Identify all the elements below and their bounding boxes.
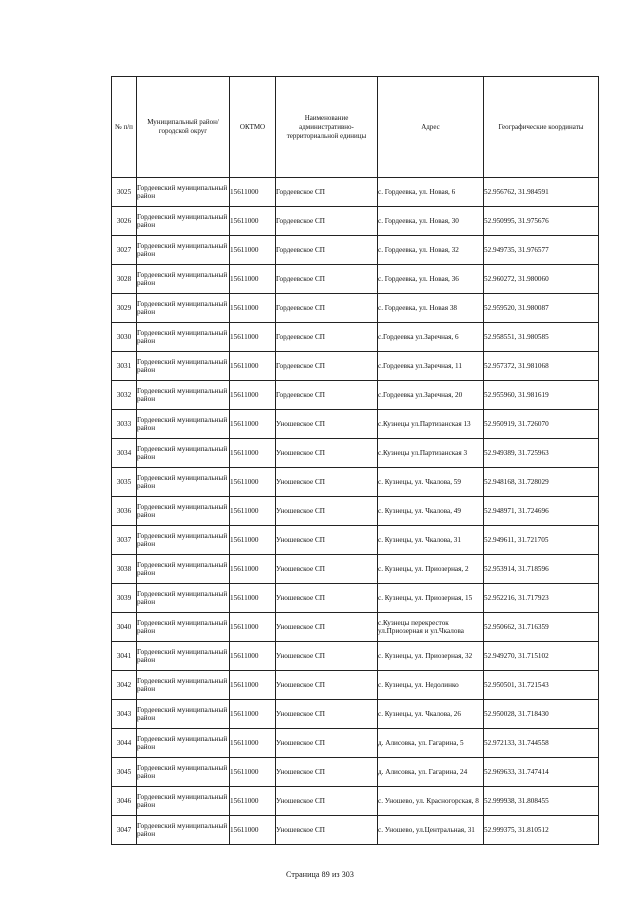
cell-coords: 52.950028, 31.718430 [484, 700, 599, 729]
cell-no: 3026 [112, 207, 137, 236]
cell-address: с. Уношево, ул.Центральная, 31 [378, 816, 484, 845]
cell-oktmo: 15611000 [230, 642, 276, 671]
table-row [112, 323, 599, 352]
cell-district: Гордеевский муниципальный район [137, 265, 230, 294]
table-row [112, 468, 599, 497]
header-unit: Наименование административно-территориальной единицы [276, 77, 378, 178]
table-row [112, 758, 599, 787]
cell-oktmo: 15611000 [230, 178, 276, 207]
cell-oktmo: 15611000 [230, 555, 276, 584]
cell-district: Гордеевский муниципальный район [137, 410, 230, 439]
cell-unit: Уношевское СП [276, 729, 378, 758]
cell-district: Гордеевский муниципальный район [137, 178, 230, 207]
cell-unit: Уношевское СП [276, 642, 378, 671]
cell-coords: 52.999375, 31.810512 [484, 816, 599, 845]
cell-coords: 52.948168, 31.728029 [484, 468, 599, 497]
cell-no: 3038 [112, 555, 137, 584]
cell-address: с.Гордеевка ул.Заречная, 20 [378, 381, 484, 410]
cell-no: 3028 [112, 265, 137, 294]
cell-address: с. Уношево, ул. Красногорская, 8 [378, 787, 484, 816]
cell-unit: Уношевское СП [276, 584, 378, 613]
table-row [112, 178, 599, 207]
cell-unit: Гордеевское СП [276, 352, 378, 381]
cell-coords: 52.950919, 31.726070 [484, 410, 599, 439]
cell-district: Гордеевский муниципальный район [137, 787, 230, 816]
cell-unit: Гордеевское СП [276, 178, 378, 207]
cell-district: Гордеевский муниципальный район [137, 381, 230, 410]
cell-oktmo: 15611000 [230, 381, 276, 410]
cell-no: 3042 [112, 671, 137, 700]
cell-oktmo: 15611000 [230, 729, 276, 758]
cell-unit: Уношевское СП [276, 613, 378, 642]
table-row [112, 294, 599, 323]
cell-unit: Уношевское СП [276, 787, 378, 816]
cell-no: 3035 [112, 468, 137, 497]
cell-address: с.Гордеевка ул.Заречная, 6 [378, 323, 484, 352]
cell-address: с.Кузнецы ул.Партизанская 13 [378, 410, 484, 439]
cell-no: 3030 [112, 323, 137, 352]
cell-coords: 52.972133, 31.744558 [484, 729, 599, 758]
cell-no: 3046 [112, 787, 137, 816]
cell-district: Гордеевский муниципальный район [137, 294, 230, 323]
cell-address: с.Кузнецы перекресток ул.Приозерная и ул.Чкалова [378, 613, 484, 642]
cell-address: с. Гордеевка, ул. Новая, 30 [378, 207, 484, 236]
cell-oktmo: 15611000 [230, 294, 276, 323]
cell-coords: 52.956762, 31.984591 [484, 178, 599, 207]
cell-oktmo: 15611000 [230, 584, 276, 613]
table-row [112, 584, 599, 613]
cell-coords: 52.999938, 31.808455 [484, 787, 599, 816]
cell-unit: Уношевское СП [276, 497, 378, 526]
table-row [112, 613, 599, 642]
cell-no: 3047 [112, 816, 137, 845]
table-row [112, 381, 599, 410]
cell-unit: Уношевское СП [276, 758, 378, 787]
cell-unit: Уношевское СП [276, 439, 378, 468]
cell-district: Гордеевский муниципальный район [137, 729, 230, 758]
cell-address: с. Кузнецы, ул. Приозерная, 15 [378, 584, 484, 613]
cell-coords: 52.948971, 31.724696 [484, 497, 599, 526]
cell-unit: Гордеевское СП [276, 207, 378, 236]
cell-coords: 52.953914, 31.718596 [484, 555, 599, 584]
cell-district: Гордеевский муниципальный район [137, 613, 230, 642]
cell-oktmo: 15611000 [230, 816, 276, 845]
cell-no: 3032 [112, 381, 137, 410]
cell-address: с.Гордеевка ул.Заречная, 11 [378, 352, 484, 381]
cell-district: Гордеевский муниципальный район [137, 700, 230, 729]
cell-address: с. Гордеевка, ул. Новая, 32 [378, 236, 484, 265]
cell-oktmo: 15611000 [230, 758, 276, 787]
cell-oktmo: 15611000 [230, 787, 276, 816]
cell-no: 3033 [112, 410, 137, 439]
table-row [112, 207, 599, 236]
cell-coords: 52.960272, 31.980060 [484, 265, 599, 294]
cell-unit: Уношевское СП [276, 410, 378, 439]
cell-coords: 52.949611, 31.721705 [484, 526, 599, 555]
cell-unit: Уношевское СП [276, 816, 378, 845]
table-row [112, 671, 599, 700]
cell-district: Гордеевский муниципальный район [137, 468, 230, 497]
cell-oktmo: 15611000 [230, 410, 276, 439]
cell-oktmo: 15611000 [230, 207, 276, 236]
cell-no: 3027 [112, 236, 137, 265]
table-row [112, 526, 599, 555]
cell-unit: Гордеевское СП [276, 294, 378, 323]
cell-coords: 52.952216, 31.717923 [484, 584, 599, 613]
cell-address: с. Кузнецы, ул. Недолинко [378, 671, 484, 700]
cell-no: 3025 [112, 178, 137, 207]
table-row [112, 642, 599, 671]
cell-no: 3043 [112, 700, 137, 729]
cell-no: 3041 [112, 642, 137, 671]
cell-unit: Уношевское СП [276, 700, 378, 729]
cell-coords: 52.957372, 31.981068 [484, 352, 599, 381]
cell-address: с.Кузнецы ул.Партизанская 3 [378, 439, 484, 468]
table-row [112, 555, 599, 584]
table-row [112, 410, 599, 439]
table-row [112, 352, 599, 381]
cell-address: д. Алисовка, ул. Гагарина, 5 [378, 729, 484, 758]
header-address: Адрес [378, 77, 484, 178]
cell-oktmo: 15611000 [230, 352, 276, 381]
cell-oktmo: 15611000 [230, 497, 276, 526]
cell-unit: Уношевское СП [276, 671, 378, 700]
cell-oktmo: 15611000 [230, 700, 276, 729]
cell-unit: Гордеевское СП [276, 265, 378, 294]
cell-unit: Уношевское СП [276, 468, 378, 497]
cell-district: Гордеевский муниципальный район [137, 758, 230, 787]
header-district: Муниципальный район/городской округ [137, 77, 230, 178]
cell-address: с. Кузнецы, ул. Чкалова, 26 [378, 700, 484, 729]
cell-address: с. Гордеевка, ул. Новая, 36 [378, 265, 484, 294]
cell-coords: 52.950662, 31.716359 [484, 613, 599, 642]
cell-oktmo: 15611000 [230, 439, 276, 468]
cell-district: Гордеевский муниципальный район [137, 642, 230, 671]
table-row [112, 236, 599, 265]
cell-coords: 52.949389, 31.725963 [484, 439, 599, 468]
cell-district: Гордеевский муниципальный район [137, 207, 230, 236]
cell-oktmo: 15611000 [230, 323, 276, 352]
cell-coords: 52.949270, 31.715102 [484, 642, 599, 671]
cell-no: 3039 [112, 584, 137, 613]
cell-no: 3034 [112, 439, 137, 468]
cell-district: Гордеевский муниципальный район [137, 555, 230, 584]
table-row [112, 700, 599, 729]
cell-unit: Гордеевское СП [276, 381, 378, 410]
cell-district: Гордеевский муниципальный район [137, 323, 230, 352]
cell-oktmo: 15611000 [230, 613, 276, 642]
cell-unit: Уношевское СП [276, 555, 378, 584]
registry-table [111, 76, 599, 845]
cell-oktmo: 15611000 [230, 236, 276, 265]
cell-district: Гордеевский муниципальный район [137, 439, 230, 468]
table-row [112, 787, 599, 816]
cell-coords: 52.950501, 31.721543 [484, 671, 599, 700]
cell-district: Гордеевский муниципальный район [137, 526, 230, 555]
cell-district: Гордеевский муниципальный район [137, 816, 230, 845]
cell-coords: 52.969633, 31.747414 [484, 758, 599, 787]
cell-no: 3044 [112, 729, 137, 758]
cell-oktmo: 15611000 [230, 526, 276, 555]
cell-no: 3031 [112, 352, 137, 381]
cell-unit: Гордеевское СП [276, 236, 378, 265]
header-row [112, 77, 599, 178]
cell-no: 3036 [112, 497, 137, 526]
cell-address: с. Кузнецы, ул. Чкалова, 59 [378, 468, 484, 497]
header-oktmo: ОКТМО [230, 77, 276, 178]
header-no: № п/п [112, 77, 137, 178]
cell-coords: 52.955960, 31.981619 [484, 381, 599, 410]
cell-no: 3029 [112, 294, 137, 323]
table-row [112, 816, 599, 845]
table-row [112, 729, 599, 758]
table-row [112, 439, 599, 468]
cell-oktmo: 15611000 [230, 671, 276, 700]
header-coords: Географические координаты [484, 77, 599, 178]
page-number: Страница 89 из 303 [285, 870, 354, 879]
cell-coords: 52.950995, 31.975676 [484, 207, 599, 236]
cell-address: с. Кузнецы, ул. Приозерная, 32 [378, 642, 484, 671]
table-row [112, 265, 599, 294]
cell-coords: 52.958551, 31.980585 [484, 323, 599, 352]
cell-unit: Гордеевское СП [276, 323, 378, 352]
cell-address: с. Гордеевка, ул. Новая 38 [378, 294, 484, 323]
cell-coords: 52.949735, 31.976577 [484, 236, 599, 265]
cell-district: Гордеевский муниципальный район [137, 671, 230, 700]
cell-district: Гордеевский муниципальный район [137, 584, 230, 613]
cell-district: Гордеевский муниципальный район [137, 352, 230, 381]
cell-coords: 52.959520, 31.980087 [484, 294, 599, 323]
cell-address: д. Алисовка, ул. Гагарина, 24 [378, 758, 484, 787]
cell-district: Гордеевский муниципальный район [137, 236, 230, 265]
cell-no: 3045 [112, 758, 137, 787]
table-row [112, 497, 599, 526]
cell-address: с. Кузнецы, ул. Чкалова, 31 [378, 526, 484, 555]
cell-oktmo: 15611000 [230, 468, 276, 497]
cell-oktmo: 15611000 [230, 265, 276, 294]
cell-district: Гордеевский муниципальный район [137, 497, 230, 526]
cell-no: 3040 [112, 613, 137, 642]
cell-address: с. Гордеевка, ул. Новая, 6 [378, 178, 484, 207]
cell-address: с. Кузнецы, ул. Приозерная, 2 [378, 555, 484, 584]
cell-address: с. Кузнецы, ул. Чкалова, 49 [378, 497, 484, 526]
cell-no: 3037 [112, 526, 137, 555]
cell-unit: Уношевское СП [276, 526, 378, 555]
table-body [112, 178, 599, 845]
